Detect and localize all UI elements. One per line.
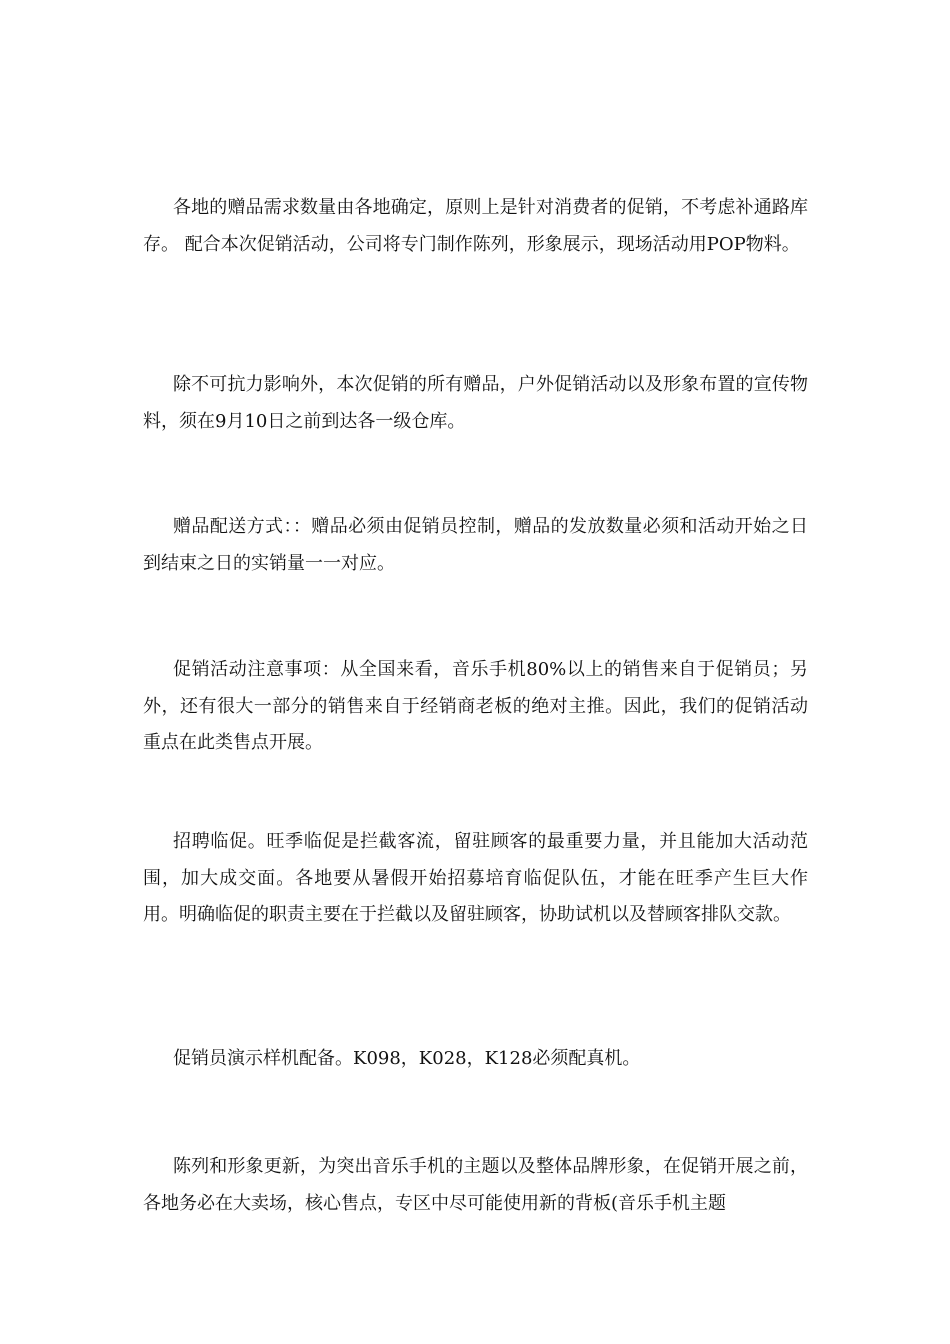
paragraph-gift-distribution: 赠品配送方式：：赠品必须由促销员控制，赠品的发放数量必须和活动开始之日到结束之日的实销量一一对应。	[143, 516, 808, 574]
paragraph-promotion-notes: 促销活动注意事项：从全国来看，音乐手机80%以上的销售来自于促销员；另外，还有很大一部分的销售来自于经销商老板的绝对主推。因此，我们的促销活动重点在此类售点开展。	[143, 659, 808, 753]
paragraph-temp-staff-recruitment: 招聘临促。旺季临促是拦截客流，留驻顾客的最重要力量，并且能加大活动范围，加大成交面。各地要从暑假开始招募培育临促队伍，才能在旺季产生巨大作用。明确临促的职责主要在于拦截以及留驻顾客，协助试机以及替顾客排队交款。	[143, 831, 808, 925]
paragraph-display-update: 陈列和形象更新，为突出音乐手机的主题以及整体品牌形象，在促销开展之前，各地务必在大卖场，核心售点，专区中尽可能使用新的背板(音乐手机主题	[143, 1156, 808, 1214]
paragraph-demo-units: 促销员演示样机配备。K098，K028，K128必须配真机。	[173, 1048, 641, 1069]
paragraph-delivery-deadline: 除不可抗力影响外，本次促销的所有赠品，户外促销活动以及形象布置的宣传物料，须在9月10日之前到达各一级仓库。	[143, 374, 808, 432]
paragraph-gift-quantity: 各地的赠品需求数量由各地确定，原则上是针对消费者的促销，不考虑补通路库存。 配合本次促销活动，公司将专门制作陈列，形象展示，现场活动用POP物料。	[143, 197, 808, 255]
